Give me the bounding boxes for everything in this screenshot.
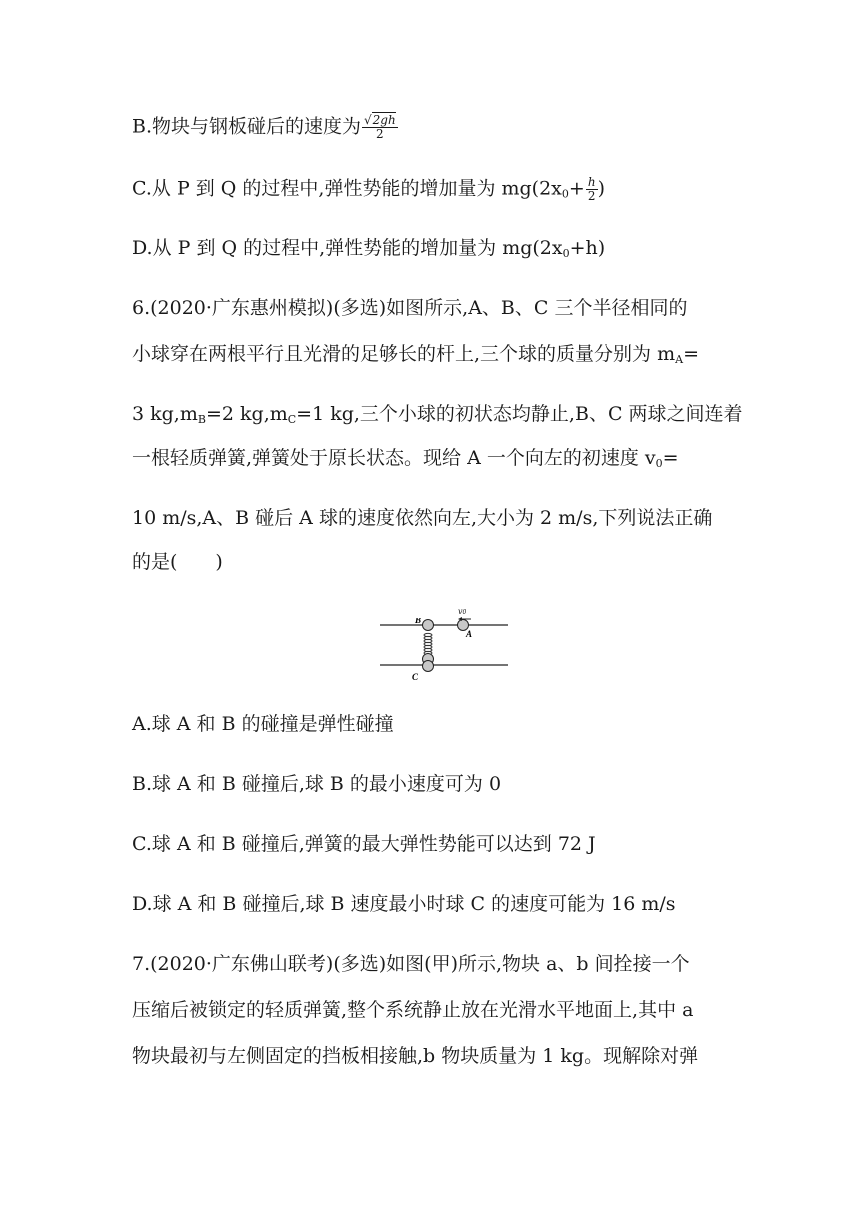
question-6-line-2: 小球穿在两根平行且光滑的足够长的杆上,三个球的质量分别为 $m_A=$ <box>132 343 699 366</box>
fraction-h-over-2: $\frac{h}{2}$ <box>587 175 596 203</box>
figure-balls-on-rods <box>378 607 518 688</box>
velocity-arrow-icon <box>458 616 472 622</box>
spring <box>424 633 432 654</box>
question-6-line-3: 3 $kg,m_B=2$ $kg,m_C=1$ kg,三个小球的初状态均静止,B、C 两球之间连着 <box>132 403 743 426</box>
option-5b-text: B.物块与钢板碰后的速度为 <box>132 115 362 138</box>
question-7-line-1: 7.(2020·广东佛山联考)(多选)如图(甲)所示,物块 a、b 间拴接一个 <box>132 953 690 975</box>
label-b: B <box>415 618 422 625</box>
option-5b <box>132 114 398 141</box>
rods-springs-diagram <box>378 618 518 684</box>
ball-b <box>423 620 434 631</box>
fraction-sqrt2gh-over-2: $\frac{√2gh}{2}$ <box>364 113 396 141</box>
label-c: C <box>412 672 419 682</box>
question-6-line-4: 一根轻质弹簧,弹簧处于原长状态。现给 A 一个向左的初速度 $v_0=$ <box>132 447 679 470</box>
question-6-line-1: 6.(2020·广东惠州模拟)(多选)如图所示,A、B、C 三个半径相同的 <box>132 297 688 319</box>
option-6d: D.球 A 和 B 碰撞后,球 B 速度最小时球 C 的速度可能为 16 m/s <box>132 893 676 915</box>
option-5c: C.从 P 到 Q 的过程中,弹性势能的增加量为 $mg(2x_0+$ $\frac{h}{2}$ ) <box>132 175 605 203</box>
question-6-line-5: 10 m/s,A、B 碰后 A 球的速度依然向左,大小为 2 m/s,下列说法正确 <box>132 507 713 529</box>
velocity-label: v0 <box>458 607 467 616</box>
label-a: A <box>466 629 473 639</box>
option-6b: B.球 A 和 B 碰撞后,球 B 的最小速度可为 0 <box>132 773 502 795</box>
ball-c <box>423 661 434 672</box>
option-6c: C.球 A 和 B 碰撞后,弹簧的最大弹性势能可以达到 72 J <box>132 833 596 855</box>
question-7-line-2: 压缩后被锁定的轻质弹簧,整个系统静止放在光滑水平地面上,其中 a <box>132 999 694 1021</box>
option-6a: A.球 A 和 B 的碰撞是弹性碰撞 <box>132 713 394 735</box>
question-7-line-3: 物块最初与左侧固定的挡板相接触,b 物块质量为 1 kg。现解除对弹 <box>132 1045 699 1067</box>
option-5d: D.从 P 到 Q 的过程中,弹性势能的增加量为 $mg(2x_0+h)$ <box>132 237 606 260</box>
question-6-line-6: 的是( ) <box>132 551 223 573</box>
